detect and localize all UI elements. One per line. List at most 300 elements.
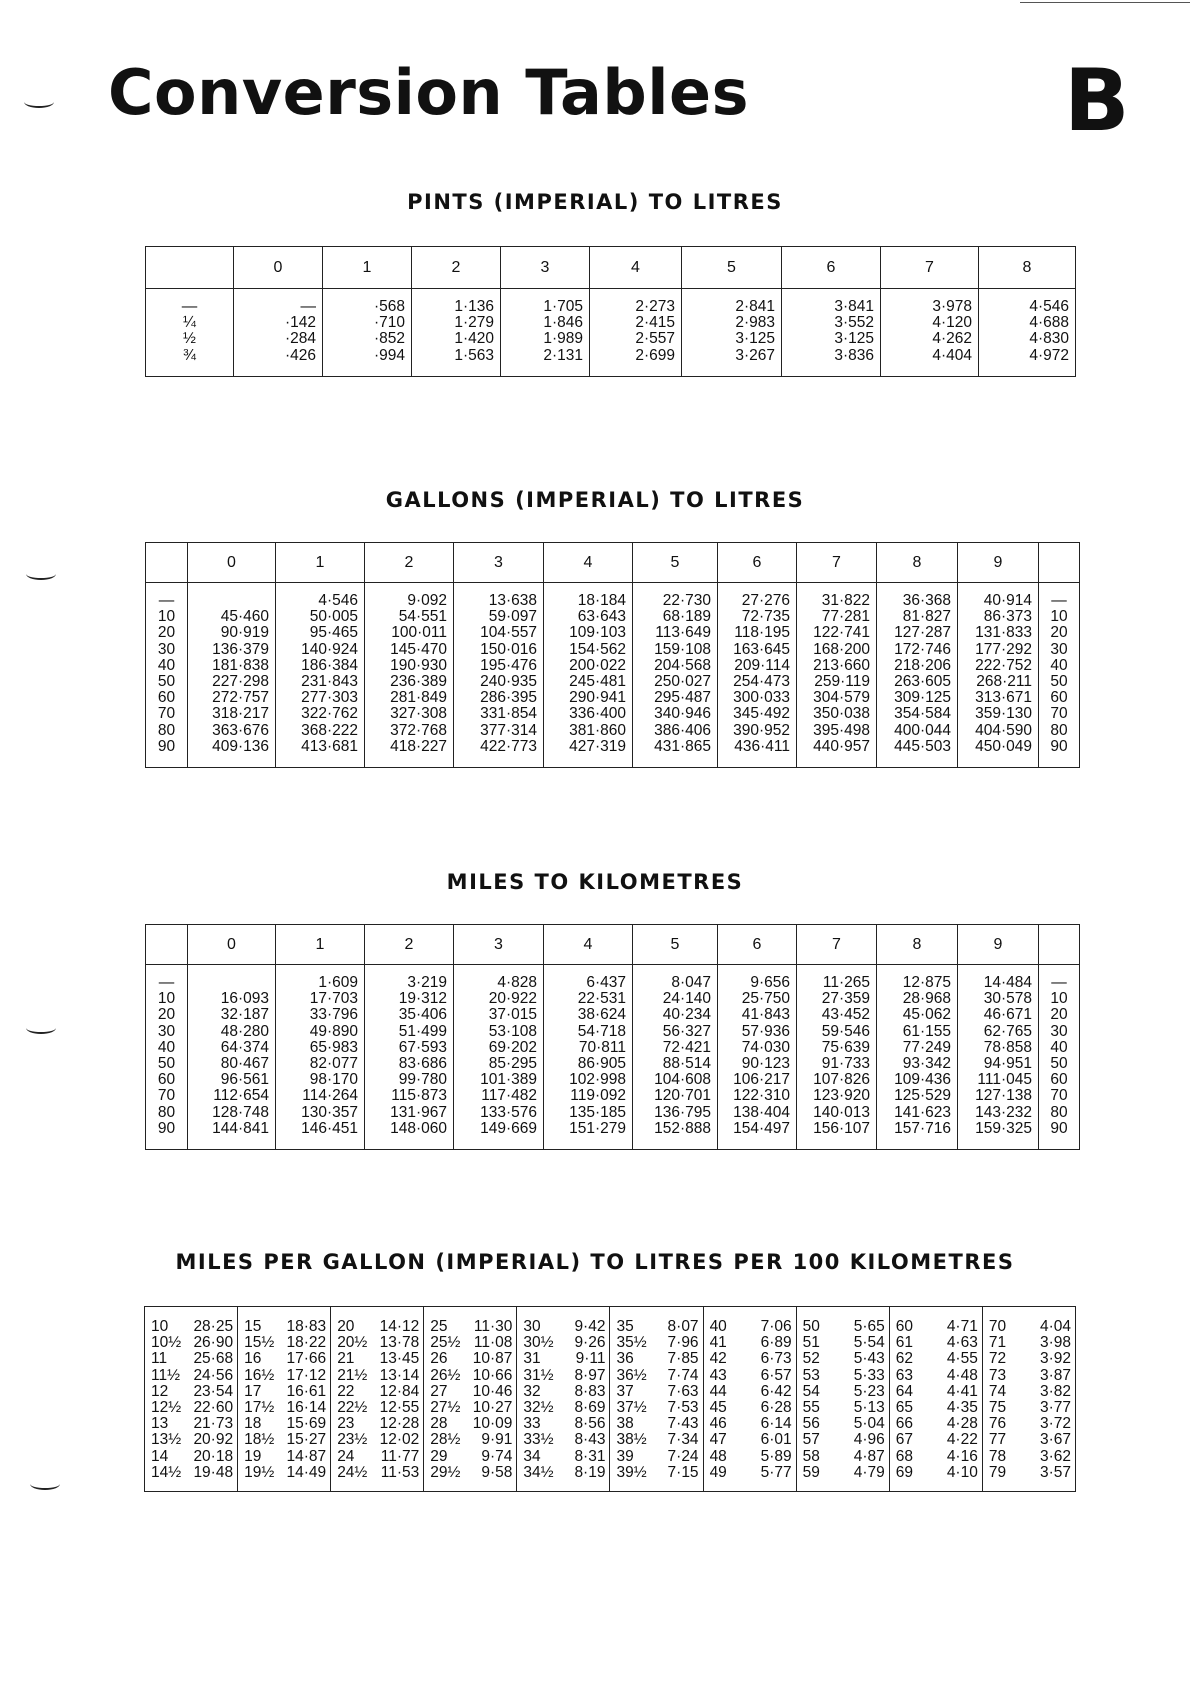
- mpg-row: [616, 1368, 698, 1384]
- value-cell: 68·189: [662, 608, 711, 626]
- mpg-value: 36½: [616, 1366, 647, 1384]
- litres-per-100km-value: 11·08: [473, 1334, 513, 1352]
- mpg-value: 74: [988, 1382, 1007, 1400]
- litres-per-100km-value: 3·98: [1039, 1334, 1071, 1352]
- litres-per-100km-value: 4·55: [946, 1350, 978, 1368]
- value-cell: 131·833: [975, 624, 1032, 642]
- value-cell: 3·841: [834, 298, 874, 315]
- litres-per-100km-value: 6·28: [760, 1399, 792, 1417]
- column-header: 9: [958, 543, 1039, 583]
- mpg-value: 70: [988, 1318, 1007, 1335]
- row-label: 90: [1050, 737, 1068, 755]
- value-cell: 3·552: [834, 314, 874, 332]
- value-cell: 381·860: [569, 721, 626, 739]
- mpg-value: 28½: [430, 1431, 461, 1449]
- value-cell: 209·114: [734, 656, 790, 674]
- value-cell: 222·752: [975, 656, 1032, 674]
- value-cell: 9·656: [750, 974, 790, 991]
- value-cell: 80·467: [220, 1055, 269, 1073]
- value-cell: 4·262: [932, 330, 972, 348]
- row-label: 20: [157, 1006, 176, 1024]
- mpg-value: 27: [430, 1382, 448, 1400]
- mpg-value: 35½: [616, 1334, 647, 1352]
- value-column: [365, 965, 454, 1150]
- value-cell: 133·576: [480, 1103, 537, 1121]
- mpg-row: [523, 1449, 605, 1465]
- mpg-row: [803, 1400, 885, 1416]
- value-cell: 157·716: [894, 1119, 951, 1137]
- value-cell: 94·951: [983, 1055, 1032, 1073]
- litres-per-100km-value: 3·62: [1039, 1447, 1071, 1465]
- column-header: 6: [718, 925, 797, 965]
- column-header: 9: [958, 925, 1039, 965]
- value-cell: 30·578: [983, 990, 1032, 1008]
- column-header: 0: [188, 543, 276, 583]
- mpg-value: 45: [709, 1399, 727, 1417]
- value-cell: 159·325: [975, 1119, 1032, 1137]
- value-cell: 440·957: [813, 737, 870, 755]
- mpg-row: [430, 1335, 512, 1351]
- value-cell: 51·499: [398, 1022, 447, 1040]
- mpg-row: [151, 1368, 233, 1384]
- value-cell: 150·016: [480, 640, 537, 658]
- value-cell: 99·780: [398, 1071, 447, 1089]
- mpg-value: 25: [430, 1318, 448, 1335]
- value-cell: 28·968: [902, 990, 951, 1008]
- row-label: ½: [183, 330, 196, 348]
- value-column: [958, 583, 1039, 768]
- top-rule: [1020, 2, 1190, 3]
- mpg-table-title: MILES PER GALLON (IMPERIAL) TO LITRES PER 100 KILOMETRES: [175, 1250, 1015, 1274]
- mpg-value: 34: [523, 1447, 541, 1465]
- mpg-value: 23½: [337, 1431, 368, 1449]
- value-cell: 154·562: [569, 640, 626, 658]
- value-cell: 77·281: [821, 608, 870, 626]
- value-cell: 101·389: [480, 1071, 537, 1089]
- row-label: 60: [1050, 1071, 1068, 1089]
- column-header: 2: [412, 247, 501, 289]
- value-cell: 152·888: [654, 1119, 711, 1137]
- value-cell: 390·952: [733, 721, 790, 739]
- column-header: 8: [979, 247, 1076, 289]
- value-cell: 62·765: [983, 1022, 1032, 1040]
- mpg-row: [803, 1351, 885, 1367]
- value-cell: 45·062: [902, 1006, 951, 1024]
- litres-per-100km-value: 4·35: [946, 1399, 978, 1417]
- mpg-row: [989, 1465, 1071, 1481]
- value-cell: 204·568: [654, 656, 711, 674]
- value-cell: 136·795: [654, 1103, 711, 1121]
- litres-per-100km-value: 14·49: [286, 1463, 327, 1481]
- mpg-row: [896, 1400, 978, 1416]
- mpg-value: 58: [802, 1447, 820, 1465]
- mpg-value: 65: [895, 1399, 913, 1417]
- row-label: 70: [1050, 705, 1068, 723]
- value-cell: 177·292: [975, 640, 1032, 658]
- litres-per-100km-value: 8·07: [667, 1318, 699, 1335]
- value-cell: 70·811: [578, 1038, 626, 1056]
- mpg-value: 51: [802, 1334, 820, 1352]
- column-header: 2: [365, 925, 454, 965]
- value-cell: 50·005: [309, 608, 358, 626]
- mpg-row: [710, 1368, 792, 1384]
- value-cell: 4·546: [318, 592, 358, 609]
- value-cell: 140·924: [301, 640, 358, 658]
- value-cell: 148·060: [390, 1119, 447, 1137]
- litres-per-100km-value: 4·28: [946, 1415, 978, 1433]
- mpg-row: [523, 1400, 605, 1416]
- value-cell: 37·015: [488, 1006, 537, 1024]
- value-cell: 54·718: [577, 1022, 626, 1040]
- value-cell: 163·645: [733, 640, 790, 658]
- mpg-value: 76: [988, 1415, 1007, 1433]
- value-cell: 65·983: [309, 1038, 358, 1056]
- value-cell: 111·045: [977, 1071, 1032, 1089]
- value-cell: 350·038: [813, 705, 870, 723]
- value-cell: 128·748: [212, 1103, 269, 1121]
- mpg-value: 47: [709, 1431, 727, 1449]
- mpg-row: [710, 1335, 792, 1351]
- column-header: 1: [276, 925, 365, 965]
- row-label: —: [158, 592, 175, 609]
- value-cell: 12·875: [902, 974, 951, 991]
- row-label: 40: [1050, 1038, 1068, 1056]
- mpg-row: [616, 1351, 698, 1367]
- litres-per-100km-value: 9·91: [481, 1431, 513, 1449]
- value-cell: 400·044: [894, 721, 951, 739]
- mpg-value: 17½: [244, 1399, 275, 1417]
- value-cell: 109·436: [894, 1071, 951, 1089]
- column-header: 4: [590, 247, 682, 289]
- mpg-value: 24½: [337, 1463, 368, 1481]
- value-cell: 136·379: [212, 640, 269, 658]
- row-label-column: [146, 965, 188, 1150]
- column-header: 3: [501, 247, 590, 289]
- litres-per-100km-value: 15·69: [286, 1415, 327, 1433]
- value-cell: 4·972: [1029, 346, 1069, 364]
- value-cell: 122·741: [813, 624, 870, 642]
- row-label: —: [1051, 592, 1067, 609]
- value-column: [323, 289, 412, 377]
- value-cell: 154·497: [733, 1119, 790, 1137]
- mpg-row: [337, 1432, 419, 1448]
- value-column: [365, 583, 454, 768]
- mpg-row: [989, 1384, 1071, 1400]
- value-cell: 27·276: [741, 592, 790, 609]
- value-cell: 218·206: [894, 656, 951, 674]
- litres-per-100km-value: 16·61: [286, 1382, 327, 1400]
- row-label-column: [146, 583, 188, 768]
- mpg-row: [430, 1368, 512, 1384]
- litres-per-100km-value: 8·83: [574, 1382, 606, 1400]
- mpg-row: [896, 1384, 978, 1400]
- mpg-value: 33½: [523, 1431, 554, 1449]
- row-label: 70: [1050, 1087, 1068, 1105]
- value-cell: 331·854: [480, 705, 537, 723]
- litres-per-100km-value: 3·92: [1039, 1350, 1071, 1368]
- row-label: 30: [157, 1022, 176, 1040]
- litres-per-100km-value: 8·69: [574, 1399, 606, 1417]
- mpg-value: 31½: [523, 1366, 554, 1384]
- value-cell: 57·936: [741, 1022, 790, 1040]
- row-label: 70: [157, 1087, 176, 1105]
- value-cell: 286·395: [480, 689, 537, 707]
- value-cell: 64·374: [220, 1038, 269, 1056]
- mpg-row: [710, 1351, 792, 1367]
- value-cell: 54·551: [398, 608, 447, 626]
- row-label: 20: [1050, 1006, 1068, 1024]
- row-label: 80: [1050, 721, 1068, 739]
- corner-cell: [1039, 925, 1080, 965]
- column-header: 1: [276, 543, 365, 583]
- litres-per-100km-value: 4·22: [946, 1431, 978, 1449]
- mpg-value: 44: [709, 1382, 727, 1400]
- mpg-value: 67: [895, 1431, 913, 1449]
- mpg-row: [803, 1335, 885, 1351]
- mpg-row: [803, 1319, 885, 1335]
- value-cell: 309·125: [894, 689, 951, 707]
- mpg-value: 69: [895, 1463, 913, 1481]
- mpg-value: 16: [244, 1350, 262, 1368]
- column-header: 5: [633, 925, 718, 965]
- row-label: 20: [157, 624, 176, 642]
- mpg-row: [710, 1319, 792, 1335]
- mpg-value: 11: [151, 1350, 168, 1368]
- value-cell: 340·946: [654, 705, 711, 723]
- value-cell: 17·703: [309, 990, 358, 1008]
- page-title: Conversion Tables: [108, 56, 749, 129]
- value-column: [188, 965, 276, 1150]
- value-cell: 95·465: [309, 624, 358, 642]
- value-cell: 190·930: [390, 656, 447, 674]
- value-cell: 1·989: [543, 330, 583, 348]
- litres-per-100km-value: 5·43: [853, 1350, 885, 1368]
- value-cell: [194, 593, 269, 609]
- value-cell: 231·843: [301, 673, 358, 691]
- row-label: 50: [157, 673, 176, 691]
- mpg-row: [523, 1465, 605, 1481]
- litres-per-100km-value: 14·87: [286, 1447, 327, 1465]
- value-cell: 127·138: [975, 1087, 1032, 1105]
- value-cell: 4·546: [1029, 298, 1069, 315]
- litres-per-100km-value: 9·58: [481, 1463, 513, 1481]
- mpg-row: [989, 1368, 1071, 1384]
- value-cell: 98·170: [309, 1071, 358, 1089]
- value-cell: 22·730: [662, 592, 711, 609]
- value-cell: 213·660: [813, 656, 870, 674]
- value-cell: 31·822: [821, 592, 870, 609]
- value-cell: 281·849: [390, 689, 447, 707]
- value-cell: 35·406: [398, 1006, 447, 1024]
- litres-per-100km-value: 4·71: [946, 1318, 978, 1335]
- gallons-to-litres-table: [145, 542, 1080, 768]
- row-label: 40: [157, 656, 176, 674]
- column-header: 4: [544, 543, 633, 583]
- row-label: 30: [1050, 1022, 1068, 1040]
- value-cell: 304·579: [813, 689, 870, 707]
- value-cell: 135·185: [569, 1103, 626, 1121]
- column-header: 3: [454, 925, 544, 965]
- litres-per-100km-value: 6·14: [760, 1415, 792, 1433]
- mpg-row: [616, 1319, 698, 1335]
- value-cell: 74·030: [741, 1038, 790, 1056]
- mpg-row: [523, 1432, 605, 1448]
- litres-per-100km-value: 24·56: [193, 1366, 234, 1384]
- value-cell: 422·773: [480, 737, 537, 755]
- value-cell: 33·796: [309, 1006, 358, 1024]
- mpg-row: [616, 1400, 698, 1416]
- mpg-value: 30: [523, 1318, 541, 1335]
- mpg-row: [523, 1368, 605, 1384]
- mpg-value: 66: [895, 1415, 913, 1433]
- value-column: [877, 965, 958, 1150]
- mpg-row: [989, 1351, 1071, 1367]
- value-cell: 145·470: [390, 640, 447, 658]
- value-cell: 67·593: [398, 1038, 447, 1056]
- mpg-value: 32½: [523, 1399, 554, 1417]
- litres-per-100km-value: 8·97: [574, 1366, 606, 1384]
- value-cell: 168·200: [813, 640, 870, 658]
- value-cell: 56·327: [662, 1022, 711, 1040]
- litres-per-100km-value: 7·74: [667, 1366, 699, 1384]
- mpg-value: 15: [244, 1318, 262, 1335]
- value-cell: ·142: [284, 314, 316, 332]
- row-label: 20: [1050, 624, 1068, 642]
- value-cell: 1·846: [543, 314, 583, 332]
- mpg-row: [523, 1335, 605, 1351]
- mpg-value: 18: [244, 1415, 262, 1433]
- column-header: 7: [881, 247, 979, 289]
- column-header: 8: [877, 925, 958, 965]
- value-column: [188, 583, 276, 768]
- value-cell: 1·563: [454, 346, 494, 364]
- litres-per-100km-value: 9·11: [575, 1350, 606, 1368]
- value-cell: 144·841: [212, 1119, 269, 1137]
- mpg-value: 55: [802, 1399, 820, 1417]
- value-cell: 295·487: [654, 689, 711, 707]
- litres-per-100km-value: 13·78: [379, 1334, 420, 1352]
- value-cell: 3·125: [735, 330, 775, 348]
- value-cell: 16·093: [220, 990, 269, 1008]
- value-cell: 1·136: [454, 298, 494, 315]
- mpg-row: [710, 1416, 792, 1432]
- litres-per-100km-value: 5·33: [853, 1366, 885, 1384]
- value-cell: 240·935: [480, 673, 537, 691]
- mpg-value: 21: [337, 1350, 355, 1368]
- mpg-row: [337, 1319, 419, 1335]
- mpg-value: 16½: [244, 1366, 275, 1384]
- value-cell: 4·828: [497, 974, 537, 991]
- mpg-value: 20½: [337, 1334, 368, 1352]
- value-cell: 263·605: [894, 673, 951, 691]
- value-cell: 1·609: [318, 974, 358, 991]
- value-cell: 43·452: [821, 1006, 870, 1024]
- mpg-row: [989, 1319, 1071, 1335]
- value-cell: 138·404: [733, 1103, 790, 1121]
- litres-per-100km-value: 10·27: [472, 1399, 513, 1417]
- mpg-value: 49: [709, 1463, 727, 1481]
- value-cell: 40·234: [662, 1006, 711, 1024]
- value-column: [718, 583, 797, 768]
- value-cell: 427·319: [569, 737, 626, 755]
- row-label: 70: [157, 705, 176, 723]
- value-cell: 143·232: [975, 1103, 1032, 1121]
- litres-per-100km-value: 17·12: [286, 1366, 327, 1384]
- value-cell: 413·681: [301, 737, 358, 755]
- mpg-value: 61: [895, 1334, 913, 1352]
- mpg-row: [896, 1465, 978, 1481]
- mpg-value: 41: [709, 1334, 727, 1352]
- litres-per-100km-value: 4·96: [853, 1431, 885, 1449]
- binder-hole-mark: [26, 1022, 56, 1034]
- value-cell: 368·222: [301, 721, 358, 739]
- mpg-row: [151, 1351, 233, 1367]
- mpg-row: [989, 1335, 1071, 1351]
- mpg-value: 37½: [616, 1399, 647, 1417]
- mpg-row: [430, 1449, 512, 1465]
- value-cell: 313·671: [975, 689, 1032, 707]
- mpg-group: [610, 1307, 703, 1492]
- miles-table-title: MILES TO KILOMETRES: [446, 870, 744, 894]
- litres-per-100km-value: 7·53: [667, 1399, 699, 1417]
- mpg-value: 29½: [430, 1463, 461, 1481]
- value-cell: 3·978: [932, 298, 972, 315]
- value-cell: 2·415: [635, 314, 675, 332]
- mpg-row: [523, 1416, 605, 1432]
- value-cell: 96·561: [220, 1071, 269, 1089]
- mpg-value: 12½: [151, 1399, 182, 1417]
- value-cell: 120·701: [654, 1087, 711, 1105]
- value-cell: 117·482: [481, 1087, 537, 1105]
- value-cell: 268·211: [976, 673, 1032, 691]
- litres-per-100km-value: 8·31: [574, 1447, 606, 1465]
- mpg-group: [703, 1307, 796, 1492]
- value-cell: 146·451: [301, 1119, 358, 1137]
- row-label: —: [1051, 974, 1067, 991]
- mpg-row: [244, 1368, 326, 1384]
- mpg-value: 57: [802, 1431, 820, 1449]
- value-cell: 3·125: [834, 330, 874, 348]
- corner-cell: [146, 247, 234, 289]
- mpg-value: 19½: [244, 1463, 275, 1481]
- mpg-value: 77: [988, 1431, 1007, 1449]
- mpg-value: 28: [430, 1415, 448, 1433]
- value-cell: 2·699: [635, 346, 675, 364]
- mpg-value: 48: [709, 1447, 727, 1465]
- row-label: ¼: [183, 314, 196, 332]
- value-cell: 4·830: [1029, 330, 1069, 348]
- mpg-value: 39½: [616, 1463, 647, 1481]
- value-cell: 22·531: [577, 990, 626, 1008]
- mpg-value: 10: [151, 1318, 169, 1335]
- mpg-row: [151, 1335, 233, 1351]
- mpg-value: 15½: [244, 1334, 275, 1352]
- mpg-value: 12: [151, 1382, 169, 1400]
- litres-per-100km-value: 7·43: [667, 1415, 699, 1433]
- mpg-row: [244, 1449, 326, 1465]
- mpg-row: [710, 1449, 792, 1465]
- mpg-row: [337, 1465, 419, 1481]
- value-cell: —: [300, 298, 316, 315]
- mpg-row: [616, 1465, 698, 1481]
- value-cell: 436·411: [734, 737, 790, 755]
- mpg-value: 35: [616, 1318, 634, 1335]
- value-column: [877, 583, 958, 768]
- row-label: 60: [157, 1071, 176, 1089]
- row-label-column-right: [1039, 965, 1080, 1150]
- value-cell: 386·406: [654, 721, 711, 739]
- binder-hole-mark: [24, 96, 54, 108]
